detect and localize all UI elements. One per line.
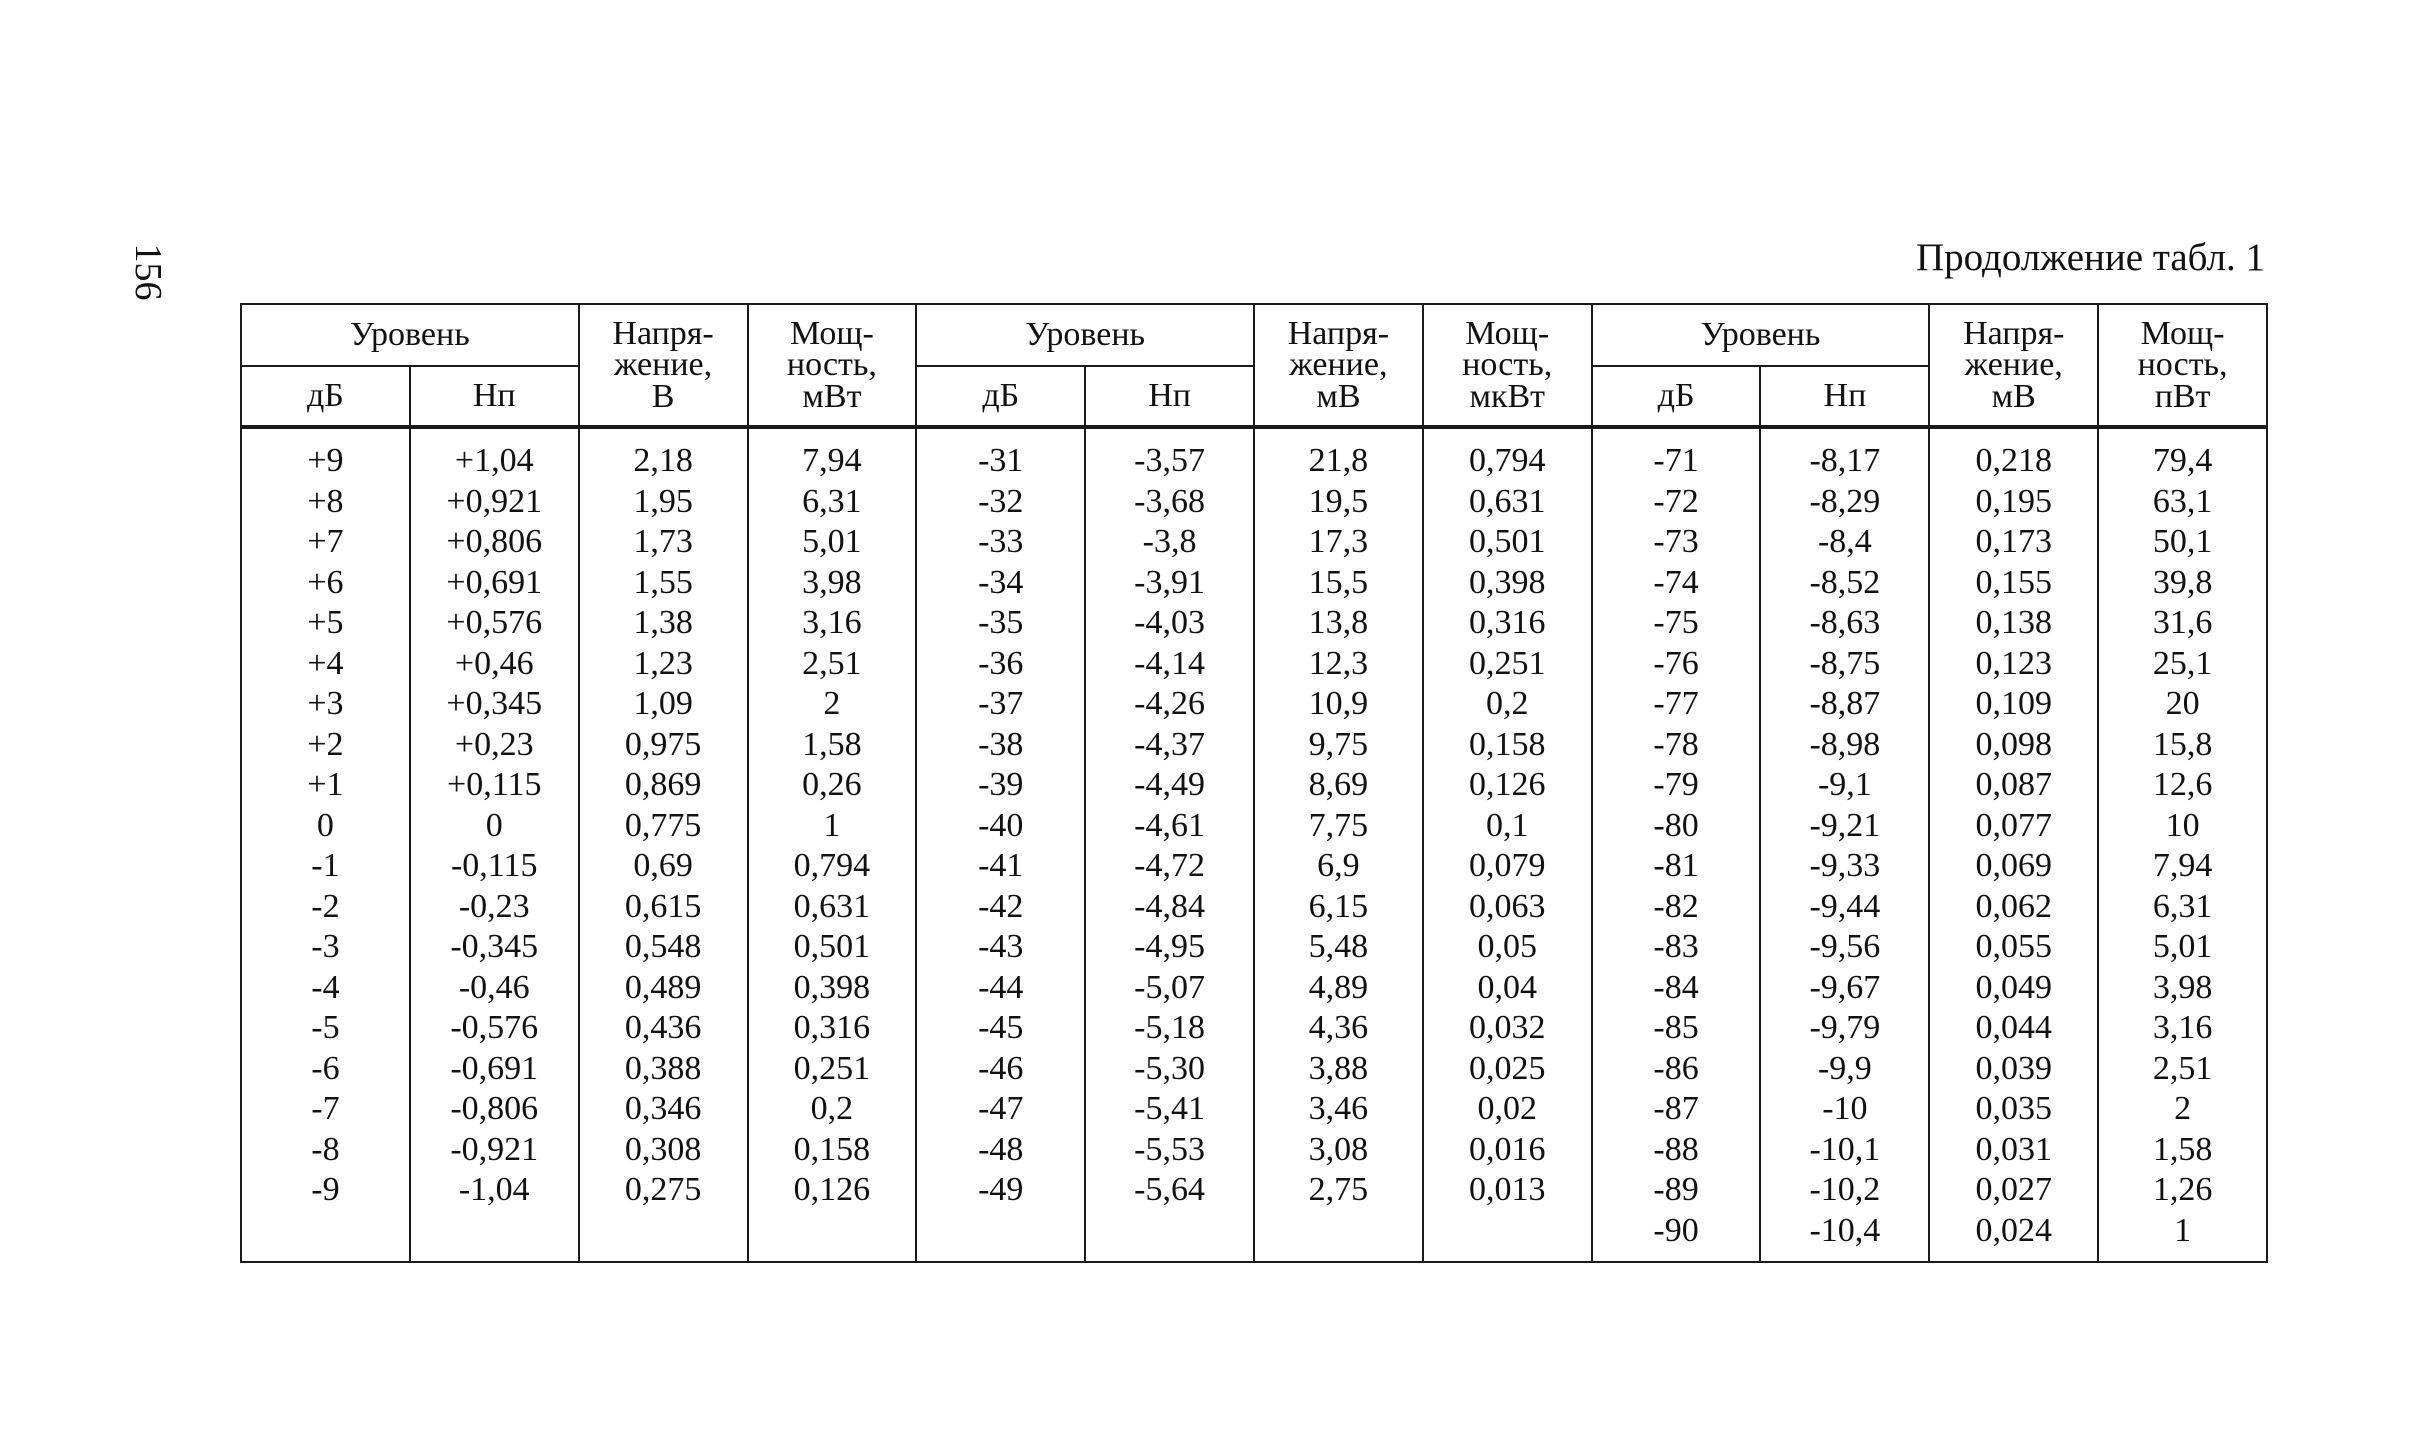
cell-np: -4,49 (1134, 766, 1205, 803)
cell-voltage: 0,615 (624, 887, 702, 925)
cell-power: 3,16 (802, 604, 862, 641)
power-column-3 (2098, 427, 2267, 1262)
cell-voltage: 2,75 (1308, 1171, 1369, 1208)
cell-voltage: 21,8 (1308, 442, 1369, 479)
cell-power: 0,501 (793, 928, 871, 965)
cell-np: -8,75 (1809, 644, 1881, 682)
cell-db: -88 (1653, 1130, 1699, 1168)
cell-db: -37 (978, 685, 1024, 722)
cell-np: -0,576 (450, 1009, 539, 1046)
level-group-header-2: Уровень (916, 304, 1254, 366)
cell-voltage: 0,031 (1975, 1130, 2052, 1168)
cell-db: -71 (1653, 442, 1699, 479)
cell-db: -46 (978, 1049, 1024, 1087)
cell-power: 0,398 (1468, 563, 1546, 601)
cell-np: -4,14 (1134, 644, 1205, 682)
cell-db: -6 (311, 1049, 340, 1087)
cell-voltage: 0,035 (1975, 1090, 2052, 1127)
cell-voltage: 0,087 (1975, 766, 2052, 803)
cell-voltage: 6,9 (1317, 847, 1360, 884)
cell-power: 2 (823, 685, 841, 722)
cell-voltage: 3,46 (1308, 1090, 1369, 1127)
cell-voltage: 0,138 (1975, 604, 2052, 641)
cell-db: -5 (311, 1009, 340, 1046)
power-column-1 (748, 427, 917, 1262)
cell-voltage: 0,548 (624, 928, 702, 965)
voltage-column-2 (1254, 427, 1423, 1262)
cell-db: -85 (1653, 1009, 1699, 1046)
cell-voltage: 0,024 (1975, 1211, 2052, 1249)
cell-voltage: 8,69 (1308, 766, 1369, 803)
cell-np: -5,41 (1134, 1090, 1205, 1127)
cell-db: -72 (1653, 482, 1699, 520)
cell-np: -9,79 (1809, 1009, 1881, 1046)
cell-voltage: 0,062 (1975, 887, 2052, 925)
cell-voltage: 1,55 (633, 563, 693, 601)
cell-voltage: 1,23 (633, 644, 693, 682)
cell-np: -5,64 (1134, 1171, 1205, 1208)
cell-voltage: 0,388 (624, 1049, 702, 1087)
cell-power: 25,1 (2152, 644, 2213, 682)
cell-voltage: 0,69 (633, 847, 693, 884)
cell-power: 0,126 (1468, 766, 1546, 803)
cell-voltage: 0,055 (1975, 928, 2052, 965)
cell-voltage: 1,38 (633, 604, 693, 641)
cell-voltage: 0,218 (1975, 442, 2052, 479)
cell-db: -1 (311, 847, 340, 884)
cell-np: -0,691 (450, 1049, 539, 1087)
cell-power: 0,501 (1468, 523, 1546, 560)
cell-np: +0,691 (446, 563, 543, 601)
cell-power: 63,1 (2152, 482, 2213, 520)
cell-np: -9,33 (1809, 847, 1881, 884)
level-group-header-1: Уровень (241, 304, 579, 366)
np-header-3: Нп (1760, 366, 1929, 427)
cell-np: -10,2 (1809, 1171, 1881, 1208)
cell-db: +7 (307, 523, 344, 560)
cell-voltage: 0,173 (1975, 523, 2052, 560)
voltage-header-1: Напря- жение, В (579, 304, 748, 427)
cell-power: 31,6 (2152, 604, 2213, 641)
cell-db: -32 (978, 482, 1024, 520)
cell-np: -0,115 (450, 847, 538, 884)
db-column-1 (241, 427, 410, 1262)
cell-power: 20 (2165, 685, 2200, 722)
cell-power: 0,2 (810, 1090, 854, 1127)
cell-db: -73 (1653, 523, 1699, 560)
cell-db: -38 (978, 725, 1024, 763)
cell-voltage: 15,5 (1308, 563, 1369, 601)
cell-voltage: 0,489 (624, 968, 702, 1006)
cell-np: -9,1 (1817, 766, 1872, 803)
cell-voltage: 0,069 (1975, 847, 2052, 884)
cell-db: -8 (311, 1130, 340, 1168)
cell-power: 0,2 (1485, 685, 1529, 722)
cell-db: -45 (978, 1009, 1024, 1046)
np-header-2: Нп (1085, 366, 1254, 427)
cell-db: -47 (978, 1090, 1024, 1127)
cell-power: 1 (2174, 1211, 2192, 1249)
cell-voltage: 0,123 (1975, 644, 2052, 682)
cell-np: +0,576 (446, 604, 543, 641)
level-group-header-3: Уровень (1592, 304, 1930, 366)
cell-np: -4,26 (1134, 685, 1205, 722)
cell-np: -4,03 (1134, 604, 1205, 641)
cell-voltage: 1,95 (633, 482, 693, 520)
cell-power: 5,01 (802, 523, 862, 560)
cell-voltage: 0,308 (624, 1130, 702, 1168)
db-header-3: дБ (1592, 366, 1761, 427)
cell-db: -77 (1653, 685, 1699, 722)
cell-db: -80 (1653, 806, 1699, 844)
cell-np: -4,61 (1134, 806, 1205, 844)
table-caption: Продолжение табл. 1 (1915, 236, 2265, 279)
cell-db: -82 (1653, 887, 1699, 925)
cell-power: 7,94 (802, 442, 862, 479)
cell-np: -0,23 (458, 887, 530, 925)
cell-power: 0,316 (1468, 604, 1546, 641)
cell-db: -4 (311, 968, 340, 1006)
cell-np: -8,87 (1809, 685, 1881, 722)
cell-power: 10 (2165, 806, 2200, 844)
cell-np: -5,30 (1134, 1049, 1205, 1087)
power-header-1: Мощ- ность, мВт (748, 304, 917, 427)
cell-db: -79 (1653, 766, 1699, 803)
cell-db: -39 (978, 766, 1024, 803)
cell-power: 0,032 (1468, 1009, 1546, 1046)
cell-db: +2 (307, 725, 344, 763)
cell-voltage: 4,36 (1308, 1009, 1369, 1046)
db-column-2 (916, 427, 1085, 1262)
voltage-column-3 (1929, 427, 2098, 1262)
page-number: 156 (127, 243, 169, 301)
cell-power: 0,631 (793, 887, 871, 925)
cell-np: -8,4 (1817, 523, 1872, 560)
cell-db: -44 (978, 968, 1024, 1006)
cell-power: 1 (823, 806, 841, 844)
cell-np: -10,4 (1809, 1211, 1881, 1249)
cell-db: -49 (978, 1171, 1024, 1208)
cell-power: 0,016 (1468, 1130, 1546, 1168)
cell-np: +0,806 (446, 523, 543, 560)
cell-db: -35 (978, 604, 1024, 641)
cell-power: 0,158 (793, 1130, 871, 1168)
cell-power: 15,8 (2152, 725, 2213, 763)
data-table (240, 303, 2268, 1263)
cell-np: -3,8 (1142, 523, 1197, 560)
cell-db: -89 (1653, 1171, 1699, 1208)
cell-voltage: 0,775 (624, 806, 702, 844)
power-column-2 (1423, 427, 1592, 1262)
cell-db: -36 (978, 644, 1024, 682)
cell-db: -81 (1653, 847, 1699, 884)
cell-voltage: 0,869 (624, 766, 702, 803)
cell-voltage: 0,098 (1975, 725, 2052, 763)
cell-power: 0,26 (802, 766, 862, 803)
cell-voltage: 0,346 (624, 1090, 702, 1127)
cell-voltage: 0,155 (1975, 563, 2052, 601)
cell-np: -1,04 (458, 1171, 530, 1208)
cell-power: 50,1 (2152, 523, 2213, 560)
power-header-2: Мощ- ность, мкВт (1423, 304, 1592, 427)
cell-db: -3 (311, 928, 340, 965)
cell-db: -86 (1653, 1049, 1699, 1087)
cell-db: -84 (1653, 968, 1699, 1006)
cell-db: +8 (307, 482, 344, 520)
cell-np: -4,95 (1134, 928, 1205, 965)
cell-np: -0,345 (450, 928, 539, 965)
voltage-header-3: Напря- жение, мВ (1929, 304, 2098, 427)
cell-np: -8,63 (1809, 604, 1881, 641)
cell-db: +4 (307, 644, 344, 682)
cell-db: -40 (978, 806, 1024, 844)
cell-db: -41 (978, 847, 1024, 884)
cell-db: +5 (307, 604, 344, 641)
db-header-1: дБ (241, 366, 410, 427)
cell-voltage: 2,18 (633, 442, 693, 479)
cell-np: +0,46 (454, 644, 534, 682)
cell-np: -0,921 (450, 1130, 539, 1168)
cell-db: +1 (307, 766, 344, 803)
cell-db: 0 (316, 806, 334, 844)
cell-voltage: 0,436 (624, 1009, 702, 1046)
cell-voltage: 0,975 (624, 725, 702, 763)
cell-power: 79,4 (2152, 442, 2213, 479)
cell-voltage: 12,3 (1308, 644, 1369, 682)
cell-np: -0,46 (458, 968, 530, 1006)
voltage-header-2: Напря- жение, мВ (1254, 304, 1423, 427)
cell-np: -9,9 (1817, 1049, 1872, 1087)
cell-power: 3,98 (2152, 968, 2213, 1006)
cell-np: 0 (485, 806, 503, 844)
cell-np: +0,345 (446, 685, 543, 722)
cell-power: 6,31 (2152, 887, 2213, 925)
cell-power: 0,013 (1468, 1171, 1546, 1208)
cell-voltage: 9,75 (1308, 725, 1369, 763)
cell-power: 0,251 (1468, 644, 1546, 682)
cell-db: +9 (307, 442, 344, 479)
cell-np: +0,23 (454, 725, 534, 763)
cell-db: -9 (311, 1171, 340, 1208)
cell-voltage: 7,75 (1308, 806, 1369, 844)
cell-voltage: 0,275 (624, 1171, 702, 1208)
cell-voltage: 3,08 (1308, 1130, 1369, 1168)
cell-power: 1,26 (2152, 1171, 2213, 1208)
cell-power: 2,51 (802, 644, 862, 682)
cell-np: -9,56 (1809, 928, 1881, 965)
cell-power: 0,079 (1468, 847, 1546, 884)
cell-power: 12,6 (2152, 766, 2213, 803)
cell-db: -31 (978, 442, 1024, 479)
np-header-1: Нп (410, 366, 579, 427)
cell-power: 1,58 (2152, 1130, 2213, 1168)
db-header-2: дБ (916, 366, 1085, 427)
cell-np: -4,37 (1134, 725, 1205, 763)
cell-np: +0,115 (447, 766, 542, 803)
cell-db: -83 (1653, 928, 1699, 965)
cell-voltage: 0,195 (1975, 482, 2052, 520)
cell-voltage: 1,09 (633, 685, 693, 722)
cell-np: -4,72 (1134, 847, 1205, 884)
cell-db: -7 (311, 1090, 340, 1127)
cell-np: -5,18 (1134, 1009, 1205, 1046)
cell-np: -8,98 (1809, 725, 1881, 763)
cell-np: -8,17 (1809, 442, 1881, 479)
cell-np: -4,84 (1134, 887, 1205, 925)
np-column-1 (410, 427, 579, 1262)
cell-power: 0,126 (793, 1171, 871, 1208)
cell-power: 0,316 (793, 1009, 871, 1046)
cell-np: -3,91 (1134, 563, 1205, 601)
db-column-3 (1592, 427, 1761, 1262)
cell-power: 1,58 (802, 725, 862, 763)
cell-power: 0,04 (1477, 968, 1537, 1006)
cell-np: -10,1 (1809, 1130, 1881, 1168)
cell-db: -42 (978, 887, 1024, 925)
cell-voltage: 5,48 (1308, 928, 1369, 965)
cell-power: 0,158 (1468, 725, 1546, 763)
cell-db: -33 (978, 523, 1024, 560)
cell-voltage: 4,89 (1308, 968, 1369, 1006)
cell-power: 0,063 (1468, 887, 1546, 925)
cell-power: 6,31 (802, 482, 862, 520)
cell-db: -48 (978, 1130, 1024, 1168)
cell-power: 3,98 (802, 563, 862, 601)
cell-voltage: 6,15 (1308, 887, 1369, 925)
cell-power: 0,794 (793, 847, 871, 884)
cell-db: -75 (1653, 604, 1699, 641)
cell-power: 2 (2174, 1090, 2192, 1127)
cell-power: 3,16 (2152, 1009, 2213, 1046)
cell-db: -87 (1653, 1090, 1699, 1127)
cell-db: -78 (1653, 725, 1699, 763)
cell-db: -2 (311, 887, 340, 925)
cell-np: -10 (1822, 1090, 1868, 1127)
cell-db: +3 (307, 685, 344, 722)
cell-db: -34 (978, 563, 1024, 601)
cell-voltage: 1,73 (633, 523, 693, 560)
cell-voltage: 0,109 (1975, 685, 2052, 722)
cell-np: -9,44 (1809, 887, 1881, 925)
cell-np: -3,68 (1134, 482, 1205, 520)
cell-np: -8,29 (1809, 482, 1881, 520)
cell-power: 0,251 (793, 1049, 871, 1087)
cell-np: +0,921 (446, 482, 543, 520)
cell-db: -90 (1653, 1211, 1699, 1249)
voltage-column-1 (579, 427, 748, 1262)
cell-power: 0,02 (1477, 1090, 1537, 1127)
cell-np: +1,04 (454, 442, 534, 479)
cell-voltage: 0,077 (1975, 806, 2052, 844)
cell-db: -43 (978, 928, 1024, 965)
power-header-3: Мощ- ность, пВт (2098, 304, 2267, 427)
cell-voltage: 17,3 (1308, 523, 1369, 560)
cell-voltage: 13,8 (1308, 604, 1369, 641)
cell-db: +6 (307, 563, 344, 601)
cell-power: 0,398 (793, 968, 871, 1006)
cell-np: -3,57 (1134, 442, 1205, 479)
cell-power: 0,794 (1468, 442, 1546, 479)
cell-np: -8,52 (1809, 563, 1881, 601)
cell-db: -74 (1653, 563, 1699, 601)
cell-db: -76 (1653, 644, 1699, 682)
cell-power: 2,51 (2152, 1049, 2213, 1087)
cell-power: 5,01 (2152, 928, 2213, 965)
cell-np: -9,21 (1809, 806, 1881, 844)
cell-power: 0,025 (1468, 1049, 1546, 1087)
cell-np: -5,07 (1134, 968, 1205, 1006)
cell-voltage: 0,027 (1975, 1171, 2052, 1208)
cell-power: 7,94 (2152, 847, 2213, 884)
cell-voltage: 0,039 (1975, 1049, 2052, 1087)
cell-voltage: 3,88 (1308, 1049, 1369, 1087)
cell-voltage: 0,044 (1975, 1009, 2052, 1046)
cell-power: 39,8 (2152, 563, 2213, 601)
cell-voltage: 10,9 (1308, 685, 1369, 722)
cell-np: -0,806 (450, 1090, 539, 1127)
cell-np: -5,53 (1134, 1130, 1205, 1168)
cell-power: 0,1 (1485, 806, 1529, 844)
cell-voltage: 0,049 (1975, 968, 2052, 1006)
cell-voltage: 19,5 (1308, 482, 1369, 520)
np-column-3 (1760, 427, 1929, 1262)
np-column-2 (1085, 427, 1254, 1262)
cell-power: 0,631 (1468, 482, 1546, 520)
cell-np: -9,67 (1809, 968, 1881, 1006)
cell-power: 0,05 (1477, 928, 1537, 965)
